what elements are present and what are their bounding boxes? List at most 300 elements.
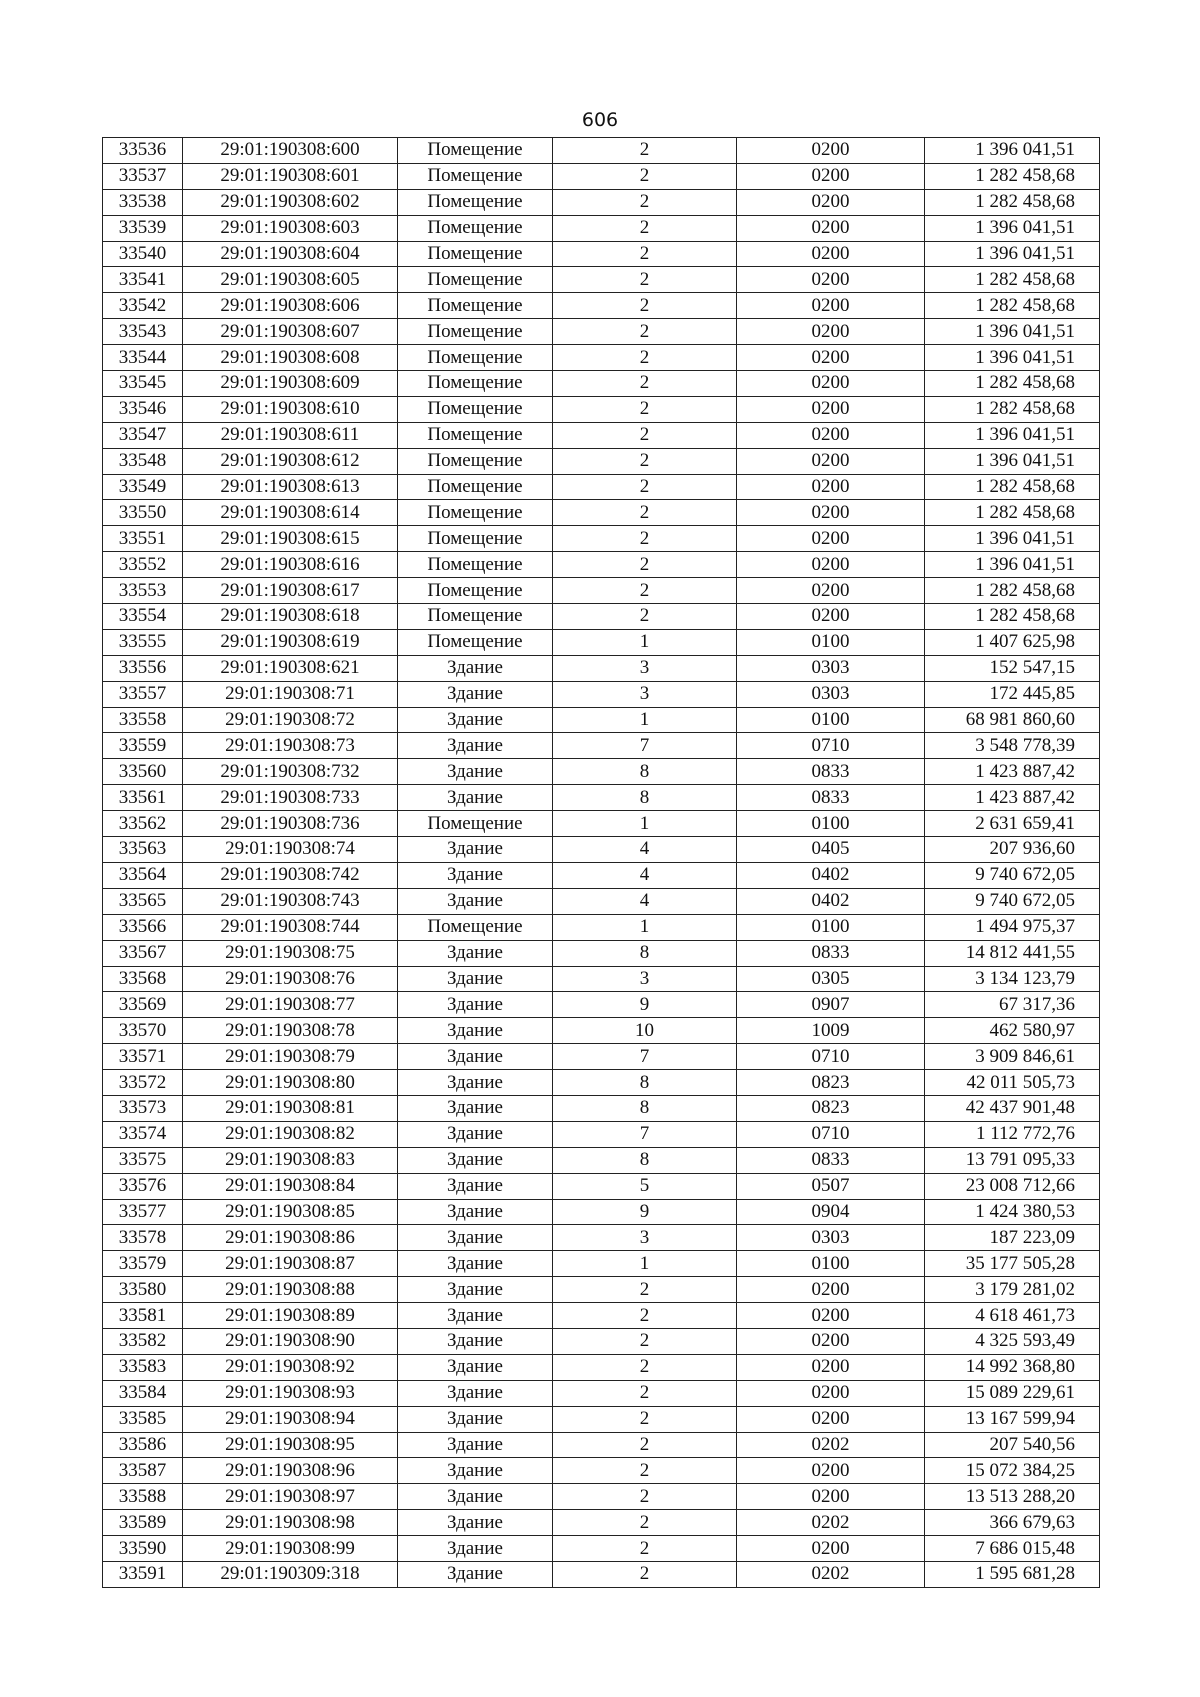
subgroup-code-cell: 0200 bbox=[737, 578, 925, 604]
group-cell: 2 bbox=[553, 1561, 737, 1587]
subgroup-code-cell: 0200 bbox=[737, 163, 925, 189]
cadastral-value-cell: 4 618 461,73 bbox=[925, 1303, 1100, 1329]
group-cell: 2 bbox=[553, 422, 737, 448]
object-type-cell: Здание bbox=[398, 1018, 553, 1044]
group-cell: 5 bbox=[553, 1173, 737, 1199]
table-row bbox=[103, 837, 1100, 863]
cadastral-value-cell: 1 282 458,68 bbox=[925, 293, 1100, 319]
table-row bbox=[103, 1328, 1100, 1354]
object-type-cell: Помещение bbox=[398, 241, 553, 267]
table-row bbox=[103, 629, 1100, 655]
object-type-cell: Здание bbox=[398, 759, 553, 785]
group-cell: 7 bbox=[553, 1044, 737, 1070]
row-number-cell: 33577 bbox=[103, 1199, 183, 1225]
subgroup-code-cell: 0200 bbox=[737, 396, 925, 422]
table-row bbox=[103, 1354, 1100, 1380]
object-type-cell: Здание bbox=[398, 1484, 553, 1510]
object-type-cell: Помещение bbox=[398, 319, 553, 345]
subgroup-code-cell: 0710 bbox=[737, 733, 925, 759]
group-cell: 2 bbox=[553, 1406, 737, 1432]
table-row bbox=[103, 1018, 1100, 1044]
table-row bbox=[103, 189, 1100, 215]
group-cell: 8 bbox=[553, 759, 737, 785]
table-row bbox=[103, 785, 1100, 811]
group-cell: 2 bbox=[553, 293, 737, 319]
cadastral-number-cell: 29:01:190308:600 bbox=[183, 138, 398, 164]
subgroup-code-cell: 0200 bbox=[737, 474, 925, 500]
row-number-cell: 33567 bbox=[103, 940, 183, 966]
group-cell: 2 bbox=[553, 578, 737, 604]
cadastral-number-cell: 29:01:190308:605 bbox=[183, 267, 398, 293]
table-row bbox=[103, 1147, 1100, 1173]
object-type-cell: Помещение bbox=[398, 629, 553, 655]
row-number-cell: 33545 bbox=[103, 371, 183, 397]
cadastral-number-cell: 29:01:190308:602 bbox=[183, 189, 398, 215]
subgroup-code-cell: 0200 bbox=[737, 552, 925, 578]
cadastral-value-table bbox=[102, 137, 1100, 1588]
subgroup-code-cell: 0200 bbox=[737, 448, 925, 474]
object-type-cell: Здание bbox=[398, 1406, 553, 1432]
cadastral-value-cell: 172 445,85 bbox=[925, 681, 1100, 707]
subgroup-code-cell: 0200 bbox=[737, 1406, 925, 1432]
cadastral-number-cell: 29:01:190308:733 bbox=[183, 785, 398, 811]
cadastral-value-cell: 15 089 229,61 bbox=[925, 1380, 1100, 1406]
cadastral-value-cell: 14 992 368,80 bbox=[925, 1354, 1100, 1380]
object-type-cell: Здание bbox=[398, 1044, 553, 1070]
object-type-cell: Помещение bbox=[398, 371, 553, 397]
row-number-cell: 33555 bbox=[103, 629, 183, 655]
row-number-cell: 33553 bbox=[103, 578, 183, 604]
object-type-cell: Здание bbox=[398, 966, 553, 992]
table-row bbox=[103, 1380, 1100, 1406]
cadastral-value-cell: 366 679,63 bbox=[925, 1510, 1100, 1536]
row-number-cell: 33556 bbox=[103, 655, 183, 681]
table-row bbox=[103, 1510, 1100, 1536]
object-type-cell: Здание bbox=[398, 1199, 553, 1225]
table-row bbox=[103, 862, 1100, 888]
row-number-cell: 33566 bbox=[103, 914, 183, 940]
row-number-cell: 33564 bbox=[103, 862, 183, 888]
table-row bbox=[103, 888, 1100, 914]
object-type-cell: Помещение bbox=[398, 422, 553, 448]
row-number-cell: 33579 bbox=[103, 1251, 183, 1277]
cadastral-number-cell: 29:01:190308:606 bbox=[183, 293, 398, 319]
cadastral-value-cell: 1 282 458,68 bbox=[925, 604, 1100, 630]
subgroup-code-cell: 0200 bbox=[737, 319, 925, 345]
subgroup-code-cell: 0200 bbox=[737, 189, 925, 215]
cadastral-value-cell: 13 513 288,20 bbox=[925, 1484, 1100, 1510]
object-type-cell: Помещение bbox=[398, 345, 553, 371]
table-row bbox=[103, 681, 1100, 707]
row-number-cell: 33576 bbox=[103, 1173, 183, 1199]
group-cell: 3 bbox=[553, 655, 737, 681]
group-cell: 2 bbox=[553, 1380, 737, 1406]
row-number-cell: 33586 bbox=[103, 1432, 183, 1458]
object-type-cell: Здание bbox=[398, 992, 553, 1018]
row-number-cell: 33547 bbox=[103, 422, 183, 448]
row-number-cell: 33552 bbox=[103, 552, 183, 578]
subgroup-code-cell: 0303 bbox=[737, 655, 925, 681]
row-number-cell: 33587 bbox=[103, 1458, 183, 1484]
cadastral-number-cell: 29:01:190308:84 bbox=[183, 1173, 398, 1199]
row-number-cell: 33588 bbox=[103, 1484, 183, 1510]
cadastral-value-cell: 1 396 041,51 bbox=[925, 552, 1100, 578]
row-number-cell: 33536 bbox=[103, 138, 183, 164]
cadastral-number-cell: 29:01:190308:613 bbox=[183, 474, 398, 500]
object-type-cell: Помещение bbox=[398, 189, 553, 215]
subgroup-code-cell: 0100 bbox=[737, 914, 925, 940]
cadastral-value-cell: 1 282 458,68 bbox=[925, 578, 1100, 604]
object-type-cell: Здание bbox=[398, 681, 553, 707]
table-row bbox=[103, 759, 1100, 785]
object-type-cell: Здание bbox=[398, 1354, 553, 1380]
cadastral-value-cell: 13 791 095,33 bbox=[925, 1147, 1100, 1173]
group-cell: 2 bbox=[553, 1354, 737, 1380]
row-number-cell: 33572 bbox=[103, 1070, 183, 1096]
row-number-cell: 33565 bbox=[103, 888, 183, 914]
group-cell: 7 bbox=[553, 733, 737, 759]
cadastral-value-cell: 13 167 599,94 bbox=[925, 1406, 1100, 1432]
cadastral-value-cell: 68 981 860,60 bbox=[925, 707, 1100, 733]
subgroup-code-cell: 0200 bbox=[737, 345, 925, 371]
row-number-cell: 33551 bbox=[103, 526, 183, 552]
cadastral-number-cell: 29:01:190308:98 bbox=[183, 1510, 398, 1536]
group-cell: 2 bbox=[553, 552, 737, 578]
subgroup-code-cell: 0200 bbox=[737, 604, 925, 630]
row-number-cell: 33563 bbox=[103, 837, 183, 863]
table-row bbox=[103, 707, 1100, 733]
group-cell: 1 bbox=[553, 1251, 737, 1277]
group-cell: 4 bbox=[553, 888, 737, 914]
page-number: 606 bbox=[581, 109, 619, 131]
object-type-cell: Здание bbox=[398, 785, 553, 811]
cadastral-number-cell: 29:01:190308:607 bbox=[183, 319, 398, 345]
object-type-cell: Здание bbox=[398, 1536, 553, 1562]
table-row bbox=[103, 552, 1100, 578]
subgroup-code-cell: 0200 bbox=[737, 293, 925, 319]
object-type-cell: Здание bbox=[398, 707, 553, 733]
table-row bbox=[103, 396, 1100, 422]
group-cell: 2 bbox=[553, 474, 737, 500]
cadastral-value-cell: 1 282 458,68 bbox=[925, 189, 1100, 215]
cadastral-value-cell: 1 424 380,53 bbox=[925, 1199, 1100, 1225]
group-cell: 9 bbox=[553, 992, 737, 1018]
object-type-cell: Здание bbox=[398, 1147, 553, 1173]
group-cell: 2 bbox=[553, 267, 737, 293]
table-row bbox=[103, 267, 1100, 293]
cadastral-value-cell: 1 423 887,42 bbox=[925, 759, 1100, 785]
row-number-cell: 33578 bbox=[103, 1225, 183, 1251]
object-type-cell: Помещение bbox=[398, 914, 553, 940]
group-cell: 8 bbox=[553, 1095, 737, 1121]
subgroup-code-cell: 0833 bbox=[737, 940, 925, 966]
object-type-cell: Здание bbox=[398, 1251, 553, 1277]
object-type-cell: Помещение bbox=[398, 293, 553, 319]
object-type-cell: Здание bbox=[398, 1225, 553, 1251]
object-type-cell: Помещение bbox=[398, 215, 553, 241]
cadastral-value-cell: 42 011 505,73 bbox=[925, 1070, 1100, 1096]
cadastral-value-cell: 1 396 041,51 bbox=[925, 422, 1100, 448]
cadastral-number-cell: 29:01:190308:87 bbox=[183, 1251, 398, 1277]
group-cell: 10 bbox=[553, 1018, 737, 1044]
group-cell: 2 bbox=[553, 241, 737, 267]
table-body bbox=[103, 138, 1100, 1588]
cadastral-number-cell: 29:01:190308:73 bbox=[183, 733, 398, 759]
subgroup-code-cell: 0823 bbox=[737, 1070, 925, 1096]
cadastral-value-cell: 23 008 712,66 bbox=[925, 1173, 1100, 1199]
cadastral-value-cell: 1 112 772,76 bbox=[925, 1121, 1100, 1147]
cadastral-number-cell: 29:01:190308:99 bbox=[183, 1536, 398, 1562]
cadastral-number-cell: 29:01:190308:617 bbox=[183, 578, 398, 604]
group-cell: 2 bbox=[553, 163, 737, 189]
row-number-cell: 33554 bbox=[103, 604, 183, 630]
subgroup-code-cell: 0202 bbox=[737, 1561, 925, 1587]
row-number-cell: 33558 bbox=[103, 707, 183, 733]
group-cell: 2 bbox=[553, 1328, 737, 1354]
subgroup-code-cell: 0405 bbox=[737, 837, 925, 863]
table-row bbox=[103, 1121, 1100, 1147]
subgroup-code-cell: 0823 bbox=[737, 1095, 925, 1121]
subgroup-code-cell: 0200 bbox=[737, 1328, 925, 1354]
cadastral-value-cell: 187 223,09 bbox=[925, 1225, 1100, 1251]
cadastral-value-cell: 1 595 681,28 bbox=[925, 1561, 1100, 1587]
object-type-cell: Помещение bbox=[398, 138, 553, 164]
subgroup-code-cell: 0200 bbox=[737, 1536, 925, 1562]
table-row bbox=[103, 1303, 1100, 1329]
cadastral-number-cell: 29:01:190308:83 bbox=[183, 1147, 398, 1173]
cadastral-number-cell: 29:01:190308:95 bbox=[183, 1432, 398, 1458]
object-type-cell: Здание bbox=[398, 940, 553, 966]
cadastral-number-cell: 29:01:190308:616 bbox=[183, 552, 398, 578]
row-number-cell: 33562 bbox=[103, 811, 183, 837]
cadastral-value-cell: 207 540,56 bbox=[925, 1432, 1100, 1458]
row-number-cell: 33537 bbox=[103, 163, 183, 189]
table-row bbox=[103, 578, 1100, 604]
cadastral-number-cell: 29:01:190308:732 bbox=[183, 759, 398, 785]
row-number-cell: 33541 bbox=[103, 267, 183, 293]
group-cell: 8 bbox=[553, 785, 737, 811]
object-type-cell: Здание bbox=[398, 1121, 553, 1147]
row-number-cell: 33568 bbox=[103, 966, 183, 992]
cadastral-number-cell: 29:01:190308:86 bbox=[183, 1225, 398, 1251]
table-row bbox=[103, 319, 1100, 345]
group-cell: 1 bbox=[553, 707, 737, 733]
row-number-cell: 33540 bbox=[103, 241, 183, 267]
subgroup-code-cell: 0402 bbox=[737, 888, 925, 914]
table-row bbox=[103, 1173, 1100, 1199]
object-type-cell: Здание bbox=[398, 1303, 553, 1329]
object-type-cell: Здание bbox=[398, 1070, 553, 1096]
group-cell: 2 bbox=[553, 371, 737, 397]
cadastral-number-cell: 29:01:190308:611 bbox=[183, 422, 398, 448]
group-cell: 2 bbox=[553, 215, 737, 241]
cadastral-value-cell: 3 179 281,02 bbox=[925, 1277, 1100, 1303]
row-number-cell: 33573 bbox=[103, 1095, 183, 1121]
group-cell: 8 bbox=[553, 940, 737, 966]
cadastral-number-cell: 29:01:190308:89 bbox=[183, 1303, 398, 1329]
row-number-cell: 33584 bbox=[103, 1380, 183, 1406]
cadastral-number-cell: 29:01:190308:736 bbox=[183, 811, 398, 837]
group-cell: 1 bbox=[553, 811, 737, 837]
subgroup-code-cell: 0200 bbox=[737, 1380, 925, 1406]
object-type-cell: Помещение bbox=[398, 474, 553, 500]
table-row bbox=[103, 1561, 1100, 1587]
table-row bbox=[103, 474, 1100, 500]
table-row bbox=[103, 1225, 1100, 1251]
object-type-cell: Помещение bbox=[398, 578, 553, 604]
row-number-cell: 33574 bbox=[103, 1121, 183, 1147]
cadastral-value-cell: 1 423 887,42 bbox=[925, 785, 1100, 811]
row-number-cell: 33582 bbox=[103, 1328, 183, 1354]
subgroup-code-cell: 1009 bbox=[737, 1018, 925, 1044]
cadastral-number-cell: 29:01:190308:75 bbox=[183, 940, 398, 966]
group-cell: 2 bbox=[553, 604, 737, 630]
subgroup-code-cell: 0100 bbox=[737, 1251, 925, 1277]
cadastral-value-cell: 14 812 441,55 bbox=[925, 940, 1100, 966]
table-row bbox=[103, 1251, 1100, 1277]
cadastral-number-cell: 29:01:190308:618 bbox=[183, 604, 398, 630]
cadastral-value-cell: 67 317,36 bbox=[925, 992, 1100, 1018]
cadastral-number-cell: 29:01:190308:614 bbox=[183, 500, 398, 526]
subgroup-code-cell: 0402 bbox=[737, 862, 925, 888]
subgroup-code-cell: 0100 bbox=[737, 629, 925, 655]
subgroup-code-cell: 0202 bbox=[737, 1510, 925, 1536]
table-row bbox=[103, 1070, 1100, 1096]
subgroup-code-cell: 0200 bbox=[737, 1303, 925, 1329]
cadastral-number-cell: 29:01:190308:744 bbox=[183, 914, 398, 940]
cadastral-value-cell: 3 909 846,61 bbox=[925, 1044, 1100, 1070]
cadastral-value-cell: 1 282 458,68 bbox=[925, 500, 1100, 526]
cadastral-value-cell: 1 396 041,51 bbox=[925, 345, 1100, 371]
cadastral-number-cell: 29:01:190308:621 bbox=[183, 655, 398, 681]
subgroup-code-cell: 0200 bbox=[737, 371, 925, 397]
group-cell: 8 bbox=[553, 1070, 737, 1096]
cadastral-number-cell: 29:01:190308:92 bbox=[183, 1354, 398, 1380]
table-row bbox=[103, 215, 1100, 241]
table-row bbox=[103, 1199, 1100, 1225]
row-number-cell: 33583 bbox=[103, 1354, 183, 1380]
table-row bbox=[103, 655, 1100, 681]
cadastral-number-cell: 29:01:190308:94 bbox=[183, 1406, 398, 1432]
subgroup-code-cell: 0200 bbox=[737, 1458, 925, 1484]
cadastral-number-cell: 29:01:190308:78 bbox=[183, 1018, 398, 1044]
table-row bbox=[103, 500, 1100, 526]
subgroup-code-cell: 0200 bbox=[737, 526, 925, 552]
subgroup-code-cell: 0303 bbox=[737, 1225, 925, 1251]
subgroup-code-cell: 0710 bbox=[737, 1044, 925, 1070]
cadastral-value-cell: 1 396 041,51 bbox=[925, 526, 1100, 552]
cadastral-number-cell: 29:01:190308:601 bbox=[183, 163, 398, 189]
group-cell: 2 bbox=[553, 138, 737, 164]
cadastral-value-cell: 3 548 778,39 bbox=[925, 733, 1100, 759]
cadastral-value-cell: 462 580,97 bbox=[925, 1018, 1100, 1044]
table-row bbox=[103, 1536, 1100, 1562]
row-number-cell: 33548 bbox=[103, 448, 183, 474]
cadastral-value-cell: 7 686 015,48 bbox=[925, 1536, 1100, 1562]
row-number-cell: 33559 bbox=[103, 733, 183, 759]
row-number-cell: 33549 bbox=[103, 474, 183, 500]
cadastral-number-cell: 29:01:190308:615 bbox=[183, 526, 398, 552]
cadastral-number-cell: 29:01:190308:77 bbox=[183, 992, 398, 1018]
group-cell: 2 bbox=[553, 396, 737, 422]
subgroup-code-cell: 0200 bbox=[737, 500, 925, 526]
group-cell: 4 bbox=[553, 862, 737, 888]
object-type-cell: Помещение bbox=[398, 163, 553, 189]
object-type-cell: Помещение bbox=[398, 500, 553, 526]
subgroup-code-cell: 0200 bbox=[737, 267, 925, 293]
row-number-cell: 33571 bbox=[103, 1044, 183, 1070]
object-type-cell: Помещение bbox=[398, 811, 553, 837]
table-row bbox=[103, 1277, 1100, 1303]
row-number-cell: 33580 bbox=[103, 1277, 183, 1303]
group-cell: 3 bbox=[553, 1225, 737, 1251]
object-type-cell: Здание bbox=[398, 1277, 553, 1303]
object-type-cell: Здание bbox=[398, 888, 553, 914]
object-type-cell: Здание bbox=[398, 1432, 553, 1458]
cadastral-value-cell: 1 407 625,98 bbox=[925, 629, 1100, 655]
object-type-cell: Помещение bbox=[398, 448, 553, 474]
cadastral-number-cell: 29:01:190308:82 bbox=[183, 1121, 398, 1147]
table-row bbox=[103, 163, 1100, 189]
table-row bbox=[103, 940, 1100, 966]
group-cell: 2 bbox=[553, 1510, 737, 1536]
cadastral-number-cell: 29:01:190308:603 bbox=[183, 215, 398, 241]
cadastral-value-cell: 1 396 041,51 bbox=[925, 319, 1100, 345]
object-type-cell: Здание bbox=[398, 1173, 553, 1199]
cadastral-number-cell: 29:01:190308:76 bbox=[183, 966, 398, 992]
table-row bbox=[103, 992, 1100, 1018]
table-row bbox=[103, 1095, 1100, 1121]
table-row bbox=[103, 733, 1100, 759]
group-cell: 4 bbox=[553, 837, 737, 863]
subgroup-code-cell: 0200 bbox=[737, 1354, 925, 1380]
object-type-cell: Помещение bbox=[398, 267, 553, 293]
row-number-cell: 33570 bbox=[103, 1018, 183, 1044]
group-cell: 2 bbox=[553, 1277, 737, 1303]
object-type-cell: Помещение bbox=[398, 526, 553, 552]
object-type-cell: Здание bbox=[398, 862, 553, 888]
object-type-cell: Помещение bbox=[398, 396, 553, 422]
cadastral-value-cell: 9 740 672,05 bbox=[925, 862, 1100, 888]
subgroup-code-cell: 0200 bbox=[737, 138, 925, 164]
table-row bbox=[103, 241, 1100, 267]
group-cell: 7 bbox=[553, 1121, 737, 1147]
row-number-cell: 33544 bbox=[103, 345, 183, 371]
cadastral-number-cell: 29:01:190308:743 bbox=[183, 888, 398, 914]
table-row bbox=[103, 1458, 1100, 1484]
row-number-cell: 33546 bbox=[103, 396, 183, 422]
subgroup-code-cell: 0507 bbox=[737, 1173, 925, 1199]
row-number-cell: 33542 bbox=[103, 293, 183, 319]
cadastral-value-cell: 9 740 672,05 bbox=[925, 888, 1100, 914]
object-type-cell: Здание bbox=[398, 837, 553, 863]
subgroup-code-cell: 0710 bbox=[737, 1121, 925, 1147]
group-cell: 2 bbox=[553, 345, 737, 371]
group-cell: 2 bbox=[553, 500, 737, 526]
table-row bbox=[103, 1044, 1100, 1070]
cadastral-number-cell: 29:01:190308:610 bbox=[183, 396, 398, 422]
row-number-cell: 33581 bbox=[103, 1303, 183, 1329]
table-row bbox=[103, 345, 1100, 371]
row-number-cell: 33589 bbox=[103, 1510, 183, 1536]
subgroup-code-cell: 0202 bbox=[737, 1432, 925, 1458]
group-cell: 2 bbox=[553, 526, 737, 552]
group-cell: 1 bbox=[553, 629, 737, 655]
subgroup-code-cell: 0200 bbox=[737, 1484, 925, 1510]
cadastral-number-cell: 29:01:190308:79 bbox=[183, 1044, 398, 1070]
group-cell: 2 bbox=[553, 1303, 737, 1329]
group-cell: 3 bbox=[553, 966, 737, 992]
